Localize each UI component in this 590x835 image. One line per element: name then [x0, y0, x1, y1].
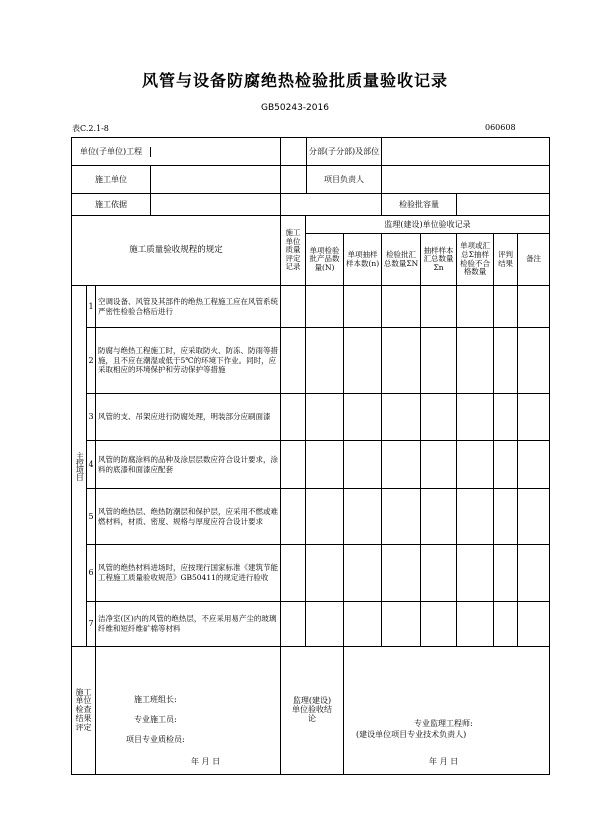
sample-check-cell[interactable]: [344, 328, 382, 394]
sample-total-cell[interactable]: [421, 545, 457, 602]
supervisor-conclusion-label: 监理(建设)单位验收结论: [281, 647, 344, 775]
contractor-record-cell[interactable]: [281, 545, 306, 602]
table-row: [72, 545, 550, 602]
table-row: [72, 328, 550, 394]
signature-row: [72, 647, 550, 775]
basis-label: 施工依据: [72, 194, 151, 215]
batch-total-cell[interactable]: [382, 441, 421, 489]
sub-project-label: 分部(子分部)及部位: [308, 146, 380, 156]
sample-check-header: 单项抽样样本数(n): [344, 234, 382, 286]
sample-count-cell[interactable]: [306, 602, 344, 647]
sample-count-cell[interactable]: [306, 545, 344, 602]
sample-total-header: 抽样样本汇总数量Σn: [421, 234, 457, 286]
sample-count-cell[interactable]: [306, 441, 344, 489]
batch-capacity-value[interactable]: [457, 194, 550, 216]
main-items-label: 主控项目: [72, 286, 87, 647]
unqualified-cell[interactable]: [457, 489, 494, 545]
contractor-check-label: 施工单位检查结果评定: [72, 647, 96, 775]
item-text: 洁净室(区)内的风管的绝热层，不应采用易产尘的玻璃纤维和短纤维矿棉等材料: [96, 602, 281, 647]
remark-cell[interactable]: [518, 441, 550, 489]
sample-count-cell[interactable]: [306, 489, 344, 545]
supervisor-engineer-label: 专业监理工程师:: [414, 719, 473, 728]
unit-project-row: [72, 138, 550, 166]
sample-check-cell[interactable]: [344, 286, 382, 328]
unqualified-cell[interactable]: [457, 328, 494, 394]
contractor-record-header: 施工单位质量评定记录: [281, 216, 306, 286]
contractor-record-cell[interactable]: [281, 489, 306, 545]
contractor-row: [72, 166, 550, 194]
batch-total-cell[interactable]: [382, 489, 421, 545]
item-number: 5: [87, 489, 96, 545]
contractor-label: 施工单位: [72, 166, 151, 193]
result-cell[interactable]: [494, 441, 518, 489]
item-number: 4: [87, 441, 96, 489]
table-row: [72, 489, 550, 545]
supervisor-date: 年 月 日: [429, 757, 459, 766]
form-number: 表C.2.1-8: [72, 124, 109, 133]
contractor-record-cell[interactable]: [281, 286, 306, 328]
unqualified-cell[interactable]: [457, 286, 494, 328]
remark-cell[interactable]: [518, 489, 550, 545]
item-number: 2: [87, 328, 96, 394]
table-row: [72, 394, 550, 441]
sample-total-cell[interactable]: [421, 602, 457, 647]
sample-check-cell[interactable]: [344, 441, 382, 489]
remark-cell[interactable]: [518, 394, 550, 441]
table-row: [72, 286, 550, 328]
basis-value-part: [151, 194, 280, 215]
supervisor-note: (建设单位项目专业技术负责人): [356, 730, 467, 739]
item-text: 防腐与绝热工程施工时，应采取防火、防冻、防雨等措施，且不应在潮湿或低于5℃的环境下作业。同时，应采取相应的环境保护和劳动保护等措施: [96, 328, 281, 394]
spec-header: 施工质量验收规程的规定: [72, 216, 281, 286]
item-text: 风管的支、吊架应进行防腐处理，明装部分应刷面漆: [96, 394, 281, 441]
sample-total-cell[interactable]: [421, 286, 457, 328]
contractor-date: 年 月 日: [191, 757, 221, 766]
batch-total-cell[interactable]: [382, 602, 421, 647]
batch-total-cell[interactable]: [382, 328, 421, 394]
construction-worker-label: 专业施工员:: [134, 715, 177, 724]
sample-count-cell[interactable]: [306, 328, 344, 394]
remark-cell[interactable]: [518, 602, 550, 647]
unqualified-cell[interactable]: [457, 545, 494, 602]
remark-cell[interactable]: [518, 328, 550, 394]
supervisor-signature-area[interactable]: [344, 647, 550, 775]
contractor-signature-area[interactable]: [96, 647, 281, 775]
unqualified-header: 单项或汇总Σ抽样检验不合格数量: [457, 234, 494, 286]
batch-total-cell[interactable]: [382, 545, 421, 602]
result-cell[interactable]: [494, 328, 518, 394]
batch-total-header: 检验批汇总数量ΣN: [382, 234, 421, 286]
unit-project-label: 单位(子单位)工程: [72, 147, 151, 157]
contractor-record-cell[interactable]: [281, 394, 306, 441]
team-leader-label: 施工班组长:: [134, 695, 177, 704]
remark-header: 备注: [518, 234, 550, 286]
sample-count-cell[interactable]: [306, 394, 344, 441]
unqualified-cell[interactable]: [457, 394, 494, 441]
remark-cell[interactable]: [518, 286, 550, 328]
result-cell[interactable]: [494, 489, 518, 545]
result-cell[interactable]: [494, 286, 518, 328]
contractor-record-cell[interactable]: [281, 328, 306, 394]
basis-row: [72, 194, 550, 216]
standard-code: GB50243-2016: [261, 103, 329, 113]
result-header: 评判结果: [494, 234, 518, 286]
batch-total-cell[interactable]: [382, 394, 421, 441]
item-text: 风管的绝热材料进场时，应按现行国家标准《建筑节能工程施工质量验收规范》GB50411的规定进行验收: [96, 545, 281, 602]
sub-project-value[interactable]: [382, 138, 550, 166]
sample-total-cell[interactable]: [421, 328, 457, 394]
batch-total-cell[interactable]: [382, 286, 421, 328]
form-title: 风管与设备防腐绝热检验批质量验收记录: [141, 71, 448, 90]
unqualified-cell[interactable]: [457, 441, 494, 489]
remark-cell[interactable]: [518, 545, 550, 602]
sample-count-header: 单项检验批产品数量(N): [306, 234, 344, 286]
item-number: 6: [87, 545, 96, 602]
result-cell[interactable]: [494, 545, 518, 602]
sample-total-cell[interactable]: [421, 489, 457, 545]
sample-total-cell[interactable]: [421, 394, 457, 441]
supervisor-record-header: 监理(建设)单位验收记录: [306, 216, 550, 234]
item-text: 风管的防腐涂料的品种及涂层层数应符合设计要求，涂料的底漆和面漆应配套: [96, 441, 281, 489]
item-number: 3: [87, 394, 96, 441]
sample-check-cell[interactable]: [344, 489, 382, 545]
quality-inspector-label: 项目专业质检员:: [126, 735, 185, 744]
project-manager-label: 项目负责人: [324, 174, 365, 184]
column-header-row-1: [72, 216, 550, 234]
sample-check-cell[interactable]: [344, 602, 382, 647]
contractor-value[interactable]: [151, 166, 280, 193]
sample-check-cell[interactable]: [344, 545, 382, 602]
table-row: [72, 441, 550, 489]
result-cell[interactable]: [494, 394, 518, 441]
unit-project-value[interactable]: [151, 147, 280, 157]
inspection-table: [71, 137, 550, 775]
unqualified-cell[interactable]: [457, 602, 494, 647]
sample-count-cell[interactable]: [306, 286, 344, 328]
result-cell[interactable]: [494, 602, 518, 647]
item-text: 空调设备、风管及其部件的绝热工程施工应在风管系统严密性检验合格后进行: [96, 286, 281, 328]
item-text: 风管的绝热层、绝热防潮层和保护层，应采用不燃或难燃材料，材质、密度、规格与厚度应符合设计要求: [96, 489, 281, 545]
contractor-record-cell[interactable]: [281, 602, 306, 647]
sample-total-cell[interactable]: [421, 441, 457, 489]
project-manager-value[interactable]: [382, 166, 550, 194]
document-code: 060608: [485, 123, 516, 132]
table-row: [72, 602, 550, 647]
item-number: 1: [87, 286, 96, 328]
batch-capacity-label: 检验批容量: [382, 194, 457, 216]
contractor-record-cell[interactable]: [281, 441, 306, 489]
item-number: 7: [87, 602, 96, 647]
sample-check-cell[interactable]: [344, 394, 382, 441]
